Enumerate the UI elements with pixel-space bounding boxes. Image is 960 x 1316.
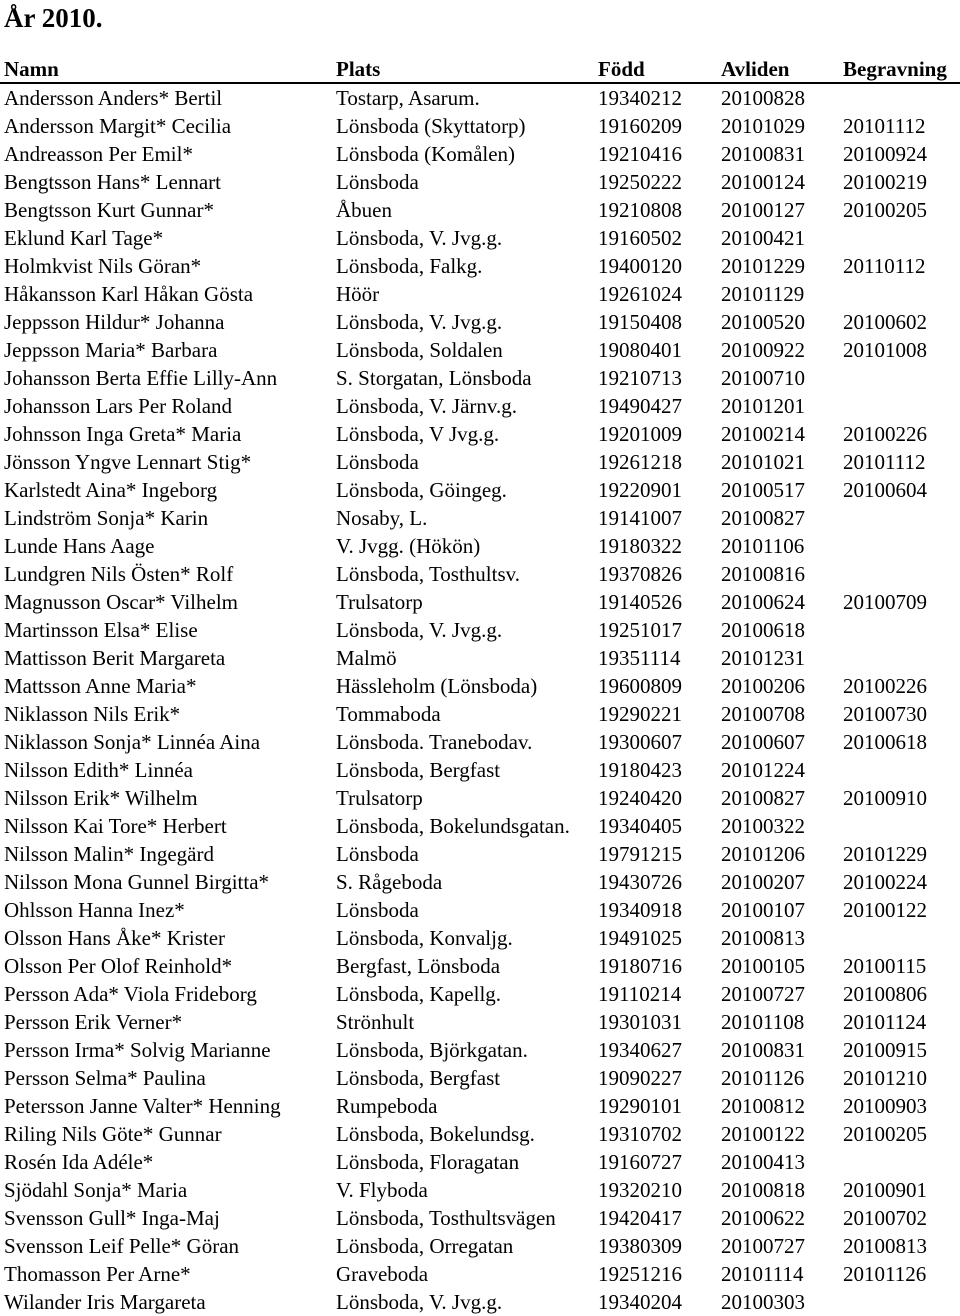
cell-born: 19180716 [598,954,682,978]
cell-burial: 20101112 [843,114,926,138]
cell-born: 19210713 [598,366,682,390]
cell-name: Nilsson Malin* Ingegärd [4,842,214,866]
cell-burial: 20100226 [843,422,927,446]
cell-burial: 20100730 [843,702,927,726]
cell-name: Mattisson Berit Margareta [4,646,226,670]
cell-burial: 20101008 [843,338,927,362]
cell-name: Andersson Margit* Cecilia [4,114,232,138]
cell-name: Andersson Anders* Bertil [4,86,223,110]
cell-died: 20101108 [721,1010,805,1034]
cell-place: Lönsboda, V. Jvg.g. [336,310,503,334]
table-row [0,420,960,448]
cell-place: Lönsboda [336,450,419,474]
cell-born: 19490427 [598,394,682,418]
table-row [0,1232,960,1260]
cell-place: Tostarp, Asarum. [336,86,480,110]
cell-name: Magnusson Oscar* Vilhelm [4,590,238,614]
cell-died: 20100517 [721,478,805,502]
cell-burial: 20101210 [843,1066,927,1090]
cell-born: 19240420 [598,786,682,810]
table-row [0,1008,960,1036]
cell-died: 20100622 [721,1206,805,1230]
table-row [0,504,960,532]
header-name: Namn [4,57,59,81]
cell-place: Trulsatorp [336,590,423,614]
cell-place: Rumpeboda [336,1094,438,1118]
cell-born: 19300607 [598,730,682,754]
cell-died: 20100214 [721,422,805,446]
table-row [0,140,960,168]
cell-name: Olsson Hans Åke* Krister [4,926,226,950]
table-body [0,84,960,1316]
cell-burial: 20101112 [843,450,926,474]
cell-died: 20100520 [721,310,805,334]
cell-burial: 20100604 [843,478,927,502]
table-row [0,560,960,588]
cell-burial: 20100122 [843,898,927,922]
cell-died: 20100922 [721,338,805,362]
cell-born: 19140526 [598,590,682,614]
table-row [0,924,960,952]
cell-name: Eklund Karl Tage* [4,226,164,250]
cell-name: Holmkvist Nils Göran* [4,254,202,278]
cell-place: Lönsboda [336,898,419,922]
table-row [0,84,960,112]
cell-name: Lundgren Nils Östen* Rolf [4,562,234,586]
header-born: Född [598,57,645,81]
cell-born: 19600809 [598,674,682,698]
table-row [0,588,960,616]
cell-place: Malmö [336,646,397,670]
header-died: Avliden [721,57,790,81]
cell-name: Nilsson Mona Gunnel Birgitta* [4,870,270,894]
cell-burial: 20101126 [843,1262,927,1286]
cell-born: 19251017 [598,618,682,642]
cell-name: Sjödahl Sonja* Maria [4,1178,188,1202]
cell-place: V. Flyboda [336,1178,428,1202]
cell-died: 20100827 [721,786,805,810]
cell-died: 20100107 [721,898,805,922]
cell-died: 20100624 [721,590,805,614]
cell-died: 20101029 [721,114,805,138]
cell-place: V. Jvgg. (Hökön) [336,534,481,558]
cell-born: 19301031 [598,1010,682,1034]
page-title: År 2010. [4,3,103,33]
table-row [0,616,960,644]
cell-died: 20100303 [721,1290,805,1314]
cell-burial: 20100709 [843,590,927,614]
cell-born: 19340405 [598,814,682,838]
table-row [0,784,960,812]
cell-born: 19370826 [598,562,682,586]
cell-name: Jeppsson Maria* Barbara [4,338,218,362]
cell-place: Lönsboda, Tosthultsv. [336,562,521,586]
cell-place: Bergfast, Lönsboda [336,954,501,978]
cell-name: Bengtsson Hans* Lennart [4,170,221,194]
cell-place: Lönsboda, Kapellg. [336,982,502,1006]
cell-place: Nosaby, L. [336,506,428,530]
table-row [0,336,960,364]
cell-place: Lönsboda, Björkgatan. [336,1038,528,1062]
cell-name: Lindström Sonja* Karin [4,506,209,530]
cell-died: 20101206 [721,842,805,866]
cell-place: Strönhult [336,1010,415,1034]
cell-place: S. Rågeboda [336,870,443,894]
cell-born: 19251216 [598,1262,682,1286]
table-row [0,364,960,392]
table-row [0,1092,960,1120]
table-row [0,1120,960,1148]
cell-name: Johansson Berta Effie Lilly-Ann [4,366,278,390]
cell-place: Lönsboda, Göingeg. [336,478,507,502]
cell-born: 19210808 [598,198,682,222]
cell-burial: 20100618 [843,730,927,754]
cell-place: Åbuen [336,198,392,222]
table-row [0,448,960,476]
cell-died: 20100818 [721,1178,805,1202]
cell-burial: 20100226 [843,674,927,698]
cell-died: 20100122 [721,1122,805,1146]
cell-name: Niklasson Sonja* Linnéa Aina [4,730,261,754]
cell-name: Jeppsson Hildur* Johanna [4,310,225,334]
cell-name: Niklasson Nils Erik* [4,702,181,726]
table-row [0,280,960,308]
cell-died: 20100413 [721,1150,805,1174]
cell-place: Lönsboda, Orregatan [336,1234,514,1258]
cell-name: Rosén Ida Adéle* [4,1150,154,1174]
cell-died: 20100812 [721,1094,805,1118]
cell-name: Svensson Gull* Inga-Maj [4,1206,220,1230]
cell-place: Lönsboda, V. Järnv.g. [336,394,518,418]
table-row [0,224,960,252]
cell-name: Persson Irma* Solvig Marianne [4,1038,271,1062]
cell-name: Thomasson Per Arne* [4,1262,191,1286]
cell-died: 20100710 [721,366,805,390]
cell-place: Lönsboda, Bokelundsgatan. [336,814,570,838]
cell-born: 19090227 [598,1066,682,1090]
table-row [0,1288,960,1316]
cell-died: 20101126 [721,1066,805,1090]
cell-born: 19340918 [598,898,682,922]
cell-name: Karlstedt Aina* Ingeborg [4,478,218,502]
header-place: Plats [336,57,381,81]
cell-place: Lönsboda (Skyttatorp) [336,114,526,138]
cell-died: 20100207 [721,870,805,894]
cell-born: 19141007 [598,506,682,530]
cell-born: 19491025 [598,926,682,950]
cell-born: 19210416 [598,142,682,166]
cell-name: Nilsson Erik* Wilhelm [4,786,198,810]
cell-born: 19290221 [598,702,682,726]
table-row [0,728,960,756]
cell-born: 19201009 [598,422,682,446]
table-row [0,672,960,700]
cell-place: Hässleholm (Lönsboda) [336,674,538,698]
cell-died: 20100124 [721,170,805,194]
cell-born: 19380309 [598,1234,682,1258]
cell-place: Lönsboda, Konvaljg. [336,926,513,950]
cell-burial: 20100219 [843,170,927,194]
cell-place: Tommaboda [336,702,441,726]
table-row [0,476,960,504]
cell-place: Graveboda [336,1262,429,1286]
table-row [0,1036,960,1064]
cell-place: Höör [336,282,380,306]
cell-place: Lönsboda, V. Jvg.g. [336,1290,503,1314]
cell-name: Bengtsson Kurt Gunnar* [4,198,214,222]
table-row [0,840,960,868]
cell-born: 19351114 [598,646,681,670]
table-row [0,812,960,840]
cell-died: 20101229 [721,254,805,278]
cell-born: 19160502 [598,226,682,250]
table-row [0,1176,960,1204]
cell-burial: 20100115 [843,954,927,978]
table-row [0,392,960,420]
cell-name: Johnsson Inga Greta* Maria [4,422,242,446]
header-burial: Begravning [843,57,947,81]
cell-born: 19160727 [598,1150,682,1174]
cell-born: 19261218 [598,450,682,474]
cell-burial: 20110112 [843,254,926,278]
cell-born: 19791215 [598,842,682,866]
table-row [0,308,960,336]
cell-died: 20101106 [721,534,805,558]
cell-place: Lönsboda, Bergfast [336,1066,501,1090]
table-row [0,952,960,980]
cell-born: 19180322 [598,534,682,558]
table-row [0,644,960,672]
cell-name: Ohlsson Hanna Inez* [4,898,185,922]
cell-name: Petersson Janne Valter* Henning [4,1094,281,1118]
cell-name: Olsson Per Olof Reinhold* [4,954,233,978]
cell-place: Lönsboda, Bokelundsg. [336,1122,535,1146]
cell-name: Persson Erik Verner* [4,1010,183,1034]
cell-born: 19290101 [598,1094,682,1118]
cell-born: 19110214 [598,982,682,1006]
cell-place: Lönsboda, Soldalen [336,338,503,362]
cell-died: 20101114 [721,1262,804,1286]
cell-died: 20101201 [721,394,805,418]
cell-died: 20100618 [721,618,805,642]
cell-born: 19320210 [598,1178,682,1202]
table-row [0,112,960,140]
cell-place: Lönsboda, Falkg. [336,254,483,278]
cell-name: Mattsson Anne Maria* [4,674,197,698]
cell-born: 19310702 [598,1122,682,1146]
cell-born: 19150408 [598,310,682,334]
cell-burial: 20100901 [843,1178,927,1202]
cell-born: 19250222 [598,170,682,194]
table-row [0,756,960,784]
table-row [0,1064,960,1092]
cell-died: 20100827 [721,506,805,530]
cell-born: 19340627 [598,1038,682,1062]
cell-burial: 20100813 [843,1234,927,1258]
cell-burial: 20100903 [843,1094,927,1118]
table-row [0,196,960,224]
cell-name: Lunde Hans Aage [4,534,155,558]
cell-name: Martinsson Elsa* Elise [4,618,198,642]
cell-burial: 20101229 [843,842,927,866]
table-row [0,252,960,280]
cell-died: 20100607 [721,730,805,754]
cell-died: 20100727 [721,982,805,1006]
cell-died: 20100206 [721,674,805,698]
cell-died: 20100831 [721,142,805,166]
cell-died: 20100322 [721,814,805,838]
cell-died: 20101231 [721,646,805,670]
cell-born: 19180423 [598,758,682,782]
cell-place: Lönsboda, V. Jvg.g. [336,226,503,250]
cell-died: 20100127 [721,198,805,222]
cell-burial: 20100205 [843,198,927,222]
cell-died: 20100708 [721,702,805,726]
cell-died: 20100828 [721,86,805,110]
cell-place: Lönsboda, Floragatan [336,1150,520,1174]
cell-burial: 20100924 [843,142,927,166]
cell-burial: 20100702 [843,1206,927,1230]
cell-name: Håkansson Karl Håkan Gösta [4,282,254,306]
cell-died: 20100816 [721,562,805,586]
cell-burial: 20100806 [843,982,927,1006]
cell-name: Andreasson Per Emil* [4,142,193,166]
cell-place: Lönsboda [336,842,419,866]
table-row [0,1204,960,1232]
cell-born: 19340204 [598,1290,682,1314]
table-header [0,56,960,84]
cell-name: Persson Selma* Paulina [4,1066,206,1090]
cell-born: 19160209 [598,114,682,138]
table-row [0,700,960,728]
table-row [0,1260,960,1288]
table-row [0,168,960,196]
table-row [0,896,960,924]
cell-burial: 20100205 [843,1122,927,1146]
cell-name: Persson Ada* Viola Frideborg [4,982,257,1006]
cell-place: Trulsatorp [336,786,423,810]
cell-burial: 20101124 [843,1010,927,1034]
cell-born: 19400120 [598,254,682,278]
table-row [0,868,960,896]
cell-died: 20100105 [721,954,805,978]
cell-died: 20100831 [721,1038,805,1062]
cell-burial: 20100915 [843,1038,927,1062]
cell-name: Johansson Lars Per Roland [4,394,233,418]
cell-place: S. Storgatan, Lönsboda [336,366,532,390]
cell-place: Lönsboda, V Jvg.g. [336,422,500,446]
cell-burial: 20100224 [843,870,927,894]
cell-born: 19220901 [598,478,682,502]
cell-died: 20101129 [721,282,805,306]
cell-born: 19261024 [598,282,682,306]
table-row [0,1148,960,1176]
cell-burial: 20100602 [843,310,927,334]
cell-name: Riling Nils Göte* Gunnar [4,1122,222,1146]
cell-born: 19430726 [598,870,682,894]
cell-born: 19340212 [598,86,682,110]
cell-place: Lönsboda, V. Jvg.g. [336,618,503,642]
cell-died: 20100421 [721,226,805,250]
cell-died: 20100727 [721,1234,805,1258]
cell-name: Svensson Leif Pelle* Göran [4,1234,240,1258]
cell-name: Nilsson Kai Tore* Herbert [4,814,227,838]
cell-place: Lönsboda, Bergfast [336,758,501,782]
cell-died: 20100813 [721,926,805,950]
table-row [0,532,960,560]
cell-place: Lönsboda [336,170,419,194]
cell-name: Nilsson Edith* Linnéa [4,758,193,782]
cell-name: Jönsson Yngve Lennart Stig* [4,450,252,474]
cell-place: Lönsboda, Tosthultsvägen [336,1206,556,1230]
cell-died: 20101021 [721,450,805,474]
cell-died: 20101224 [721,758,805,782]
cell-burial: 20100910 [843,786,927,810]
cell-born: 19420417 [598,1206,682,1230]
cell-born: 19080401 [598,338,682,362]
cell-name: Wilander Iris Margareta [4,1290,206,1314]
cell-place: Lönsboda (Komålen) [336,142,516,166]
table-row [0,980,960,1008]
cell-place: Lönsboda. Tranebodav. [336,730,533,754]
